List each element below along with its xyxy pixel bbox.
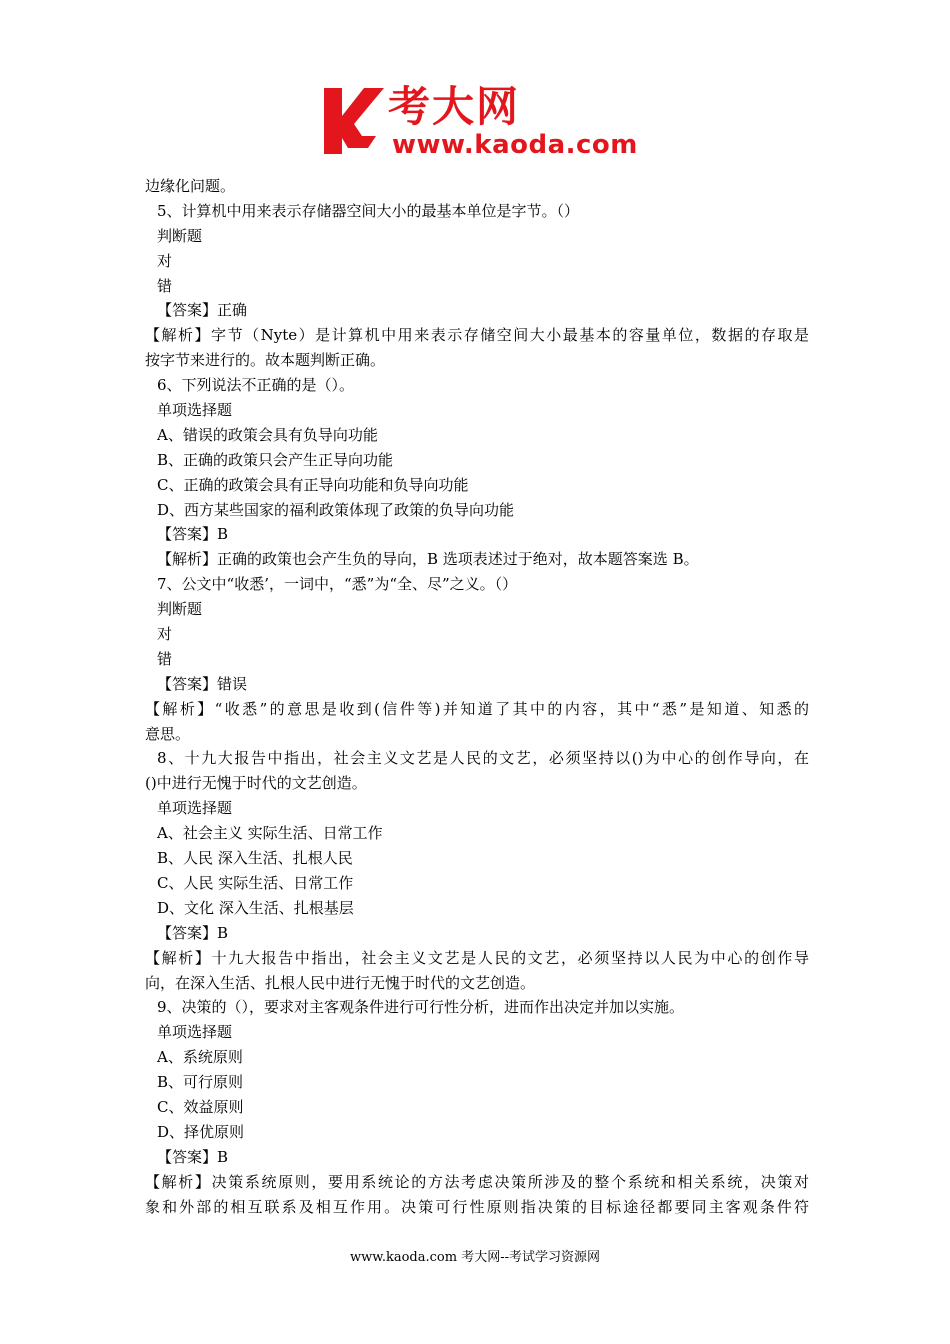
text-line: A、错误的政策会具有负导向功能	[157, 425, 378, 444]
text-line: A、社会主义 实际生活、日常工作	[157, 824, 383, 843]
text-line: ()中进行无愧于时代的文艺创造。	[145, 774, 367, 793]
text-line: B、正确的政策只会产生正导向功能	[157, 450, 394, 469]
logo-title: 考大网	[388, 82, 521, 131]
text-line: 7、公文中“收悉’，一词中，“悉”为“全、尽”之义。（）	[157, 575, 518, 594]
text-line: 【答案】B	[157, 525, 229, 544]
text-line: C、人民 实际生活、日常工作	[157, 873, 354, 892]
text-line: 8、十九大报告中指出，社会主义文艺是人民的文艺，必须坚持以()为中心的创作导向，在	[157, 749, 809, 768]
text-line: D、择优原则	[157, 1122, 245, 1141]
page-footer: www.kaoda.com 考大网--考试学习资源网	[350, 1250, 600, 1265]
text-line: C、正确的政策会具有正导向功能和负导向功能	[157, 475, 469, 494]
text-line: D、文化 深入生活、扎根基层	[157, 898, 354, 917]
text-line: A、系统原则	[157, 1048, 243, 1067]
text-line: 错	[157, 649, 173, 668]
text-line: 【解析】决策系统原则，要用系统论的方法考虑决策所涉及的整个系统和相关系统，决策对	[145, 1172, 809, 1191]
text-line: 意思。	[145, 724, 191, 743]
text-line: 对	[157, 251, 173, 270]
text-line: 【答案】B	[157, 1147, 229, 1166]
text-line: 象和外部的相互联系及相互作用。决策可行性原则指决策的目标途径都要同主客观条件符	[145, 1197, 809, 1216]
text-line: 向，在深入生活、扎根人民中进行无愧于时代的文艺创造。	[145, 973, 536, 992]
text-line: 单项选择题	[157, 401, 233, 420]
text-line: 【答案】错误	[157, 674, 248, 693]
text-line: 【答案】正确	[157, 301, 248, 320]
text-line: 错	[157, 276, 173, 295]
text-line: 【解析】十九大报告中指出，社会主义文艺是人民的文艺，必须坚持以人民为中心的创作导	[145, 948, 809, 967]
text-line: 【解析】“收悉”的意思是收到(信件等)并知道了其中的内容，其中“悉”是知道、知悉的	[145, 699, 809, 718]
text-line: 单项选择题	[157, 799, 233, 818]
text-line: 【答案】B	[157, 923, 229, 942]
text-line: 5、计算机中用来表示存储器空间大小的最基本单位是字节。（）	[157, 201, 580, 220]
document-body	[145, 174, 809, 1219]
text-line: 【解析】正确的政策也会产生负的导向，B 选项表述过于绝对，故本题答案选 B。	[157, 550, 699, 569]
k-logo-mark-icon	[318, 82, 398, 162]
text-line: 边缘化问题。	[145, 177, 236, 195]
text-line: 6、下列说法不正确的是（）。	[157, 376, 355, 395]
text-line: 判断题	[157, 226, 203, 245]
text-line: B、人民 深入生活、扎根人民	[157, 849, 353, 868]
text-line: 9、决策的（），要求对主客观条件进行可行性分析，进而作出决定并加以实施。	[157, 998, 685, 1017]
logo-url: www.kaoda.com	[392, 130, 638, 160]
text-line: B、可行原则	[157, 1073, 244, 1092]
text-line: 对	[157, 625, 173, 644]
text-line: 【解析】字节（Nyte）是计算机中用来表示存储空间大小最基本的容量单位，数据的存取是	[145, 326, 809, 345]
text-line: D、西方某些国家的福利政策体现了政策的负导向功能	[157, 500, 515, 519]
text-line: 判断题	[157, 600, 203, 619]
text-line: 按字节来进行的。故本题判断正确。	[145, 351, 386, 370]
text-line: 单项选择题	[157, 1023, 233, 1042]
text-line: C、效益原则	[157, 1097, 244, 1116]
site-logo	[318, 82, 638, 162]
